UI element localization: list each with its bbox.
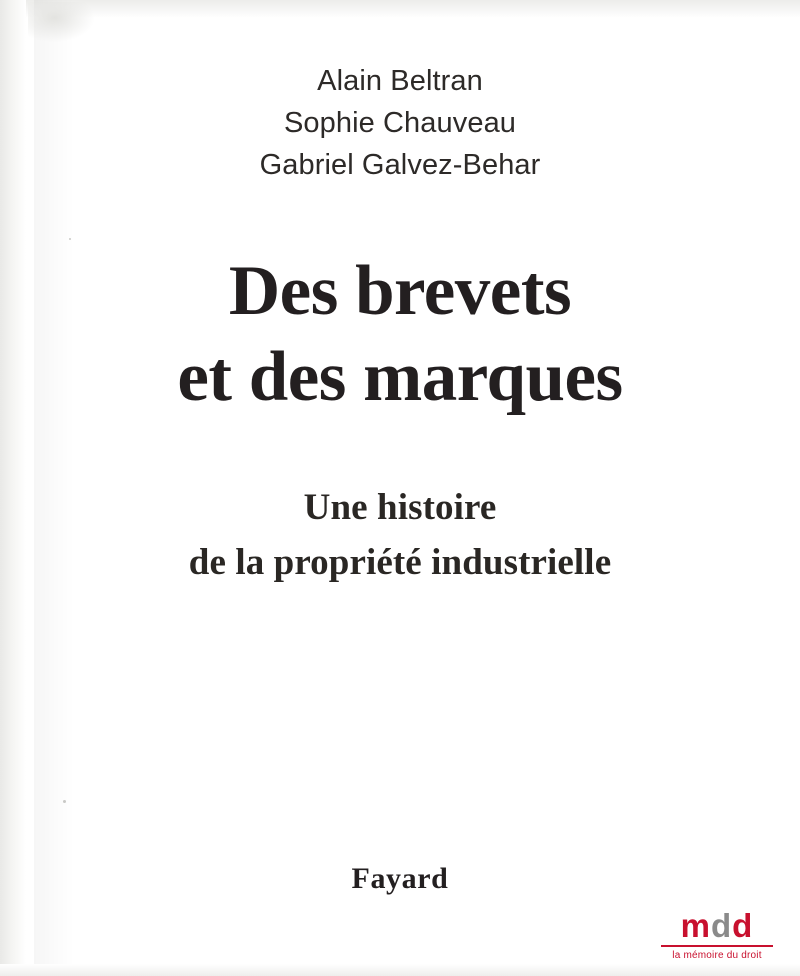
mdd-logo-tagline: la mémoire du droit [672,950,762,961]
mdd-logo-letter-m: m [680,907,711,944]
mdd-logo-mark [658,909,776,943]
author-name: Sophie Chauveau [283,107,517,139]
book-title [0,248,800,420]
page-corner-smudge [28,2,94,42]
mdd-logo-rule [661,945,773,947]
author-name: Gabriel Galvez-Behar [259,149,541,181]
book-title-line: et des marques [177,338,623,416]
paper-speck [69,238,71,240]
mdd-publisher-logo [658,909,776,962]
authors-block [0,60,800,186]
book-subtitle-line: Une histoire [303,487,497,528]
mdd-logo-letter-d2: d [732,907,754,944]
publisher-name: Fayard [351,862,449,895]
paper-speck [63,800,66,803]
book-subtitle [0,480,800,590]
author-name: Alain Beltran [317,65,483,97]
page-top-shading [0,0,800,18]
book-title-line: Des brevets [228,252,572,330]
book-subtitle-line: de la propriété industrielle [188,542,612,583]
page-bottom-shading [0,964,800,976]
mdd-logo-letter-d1: d [711,907,733,944]
